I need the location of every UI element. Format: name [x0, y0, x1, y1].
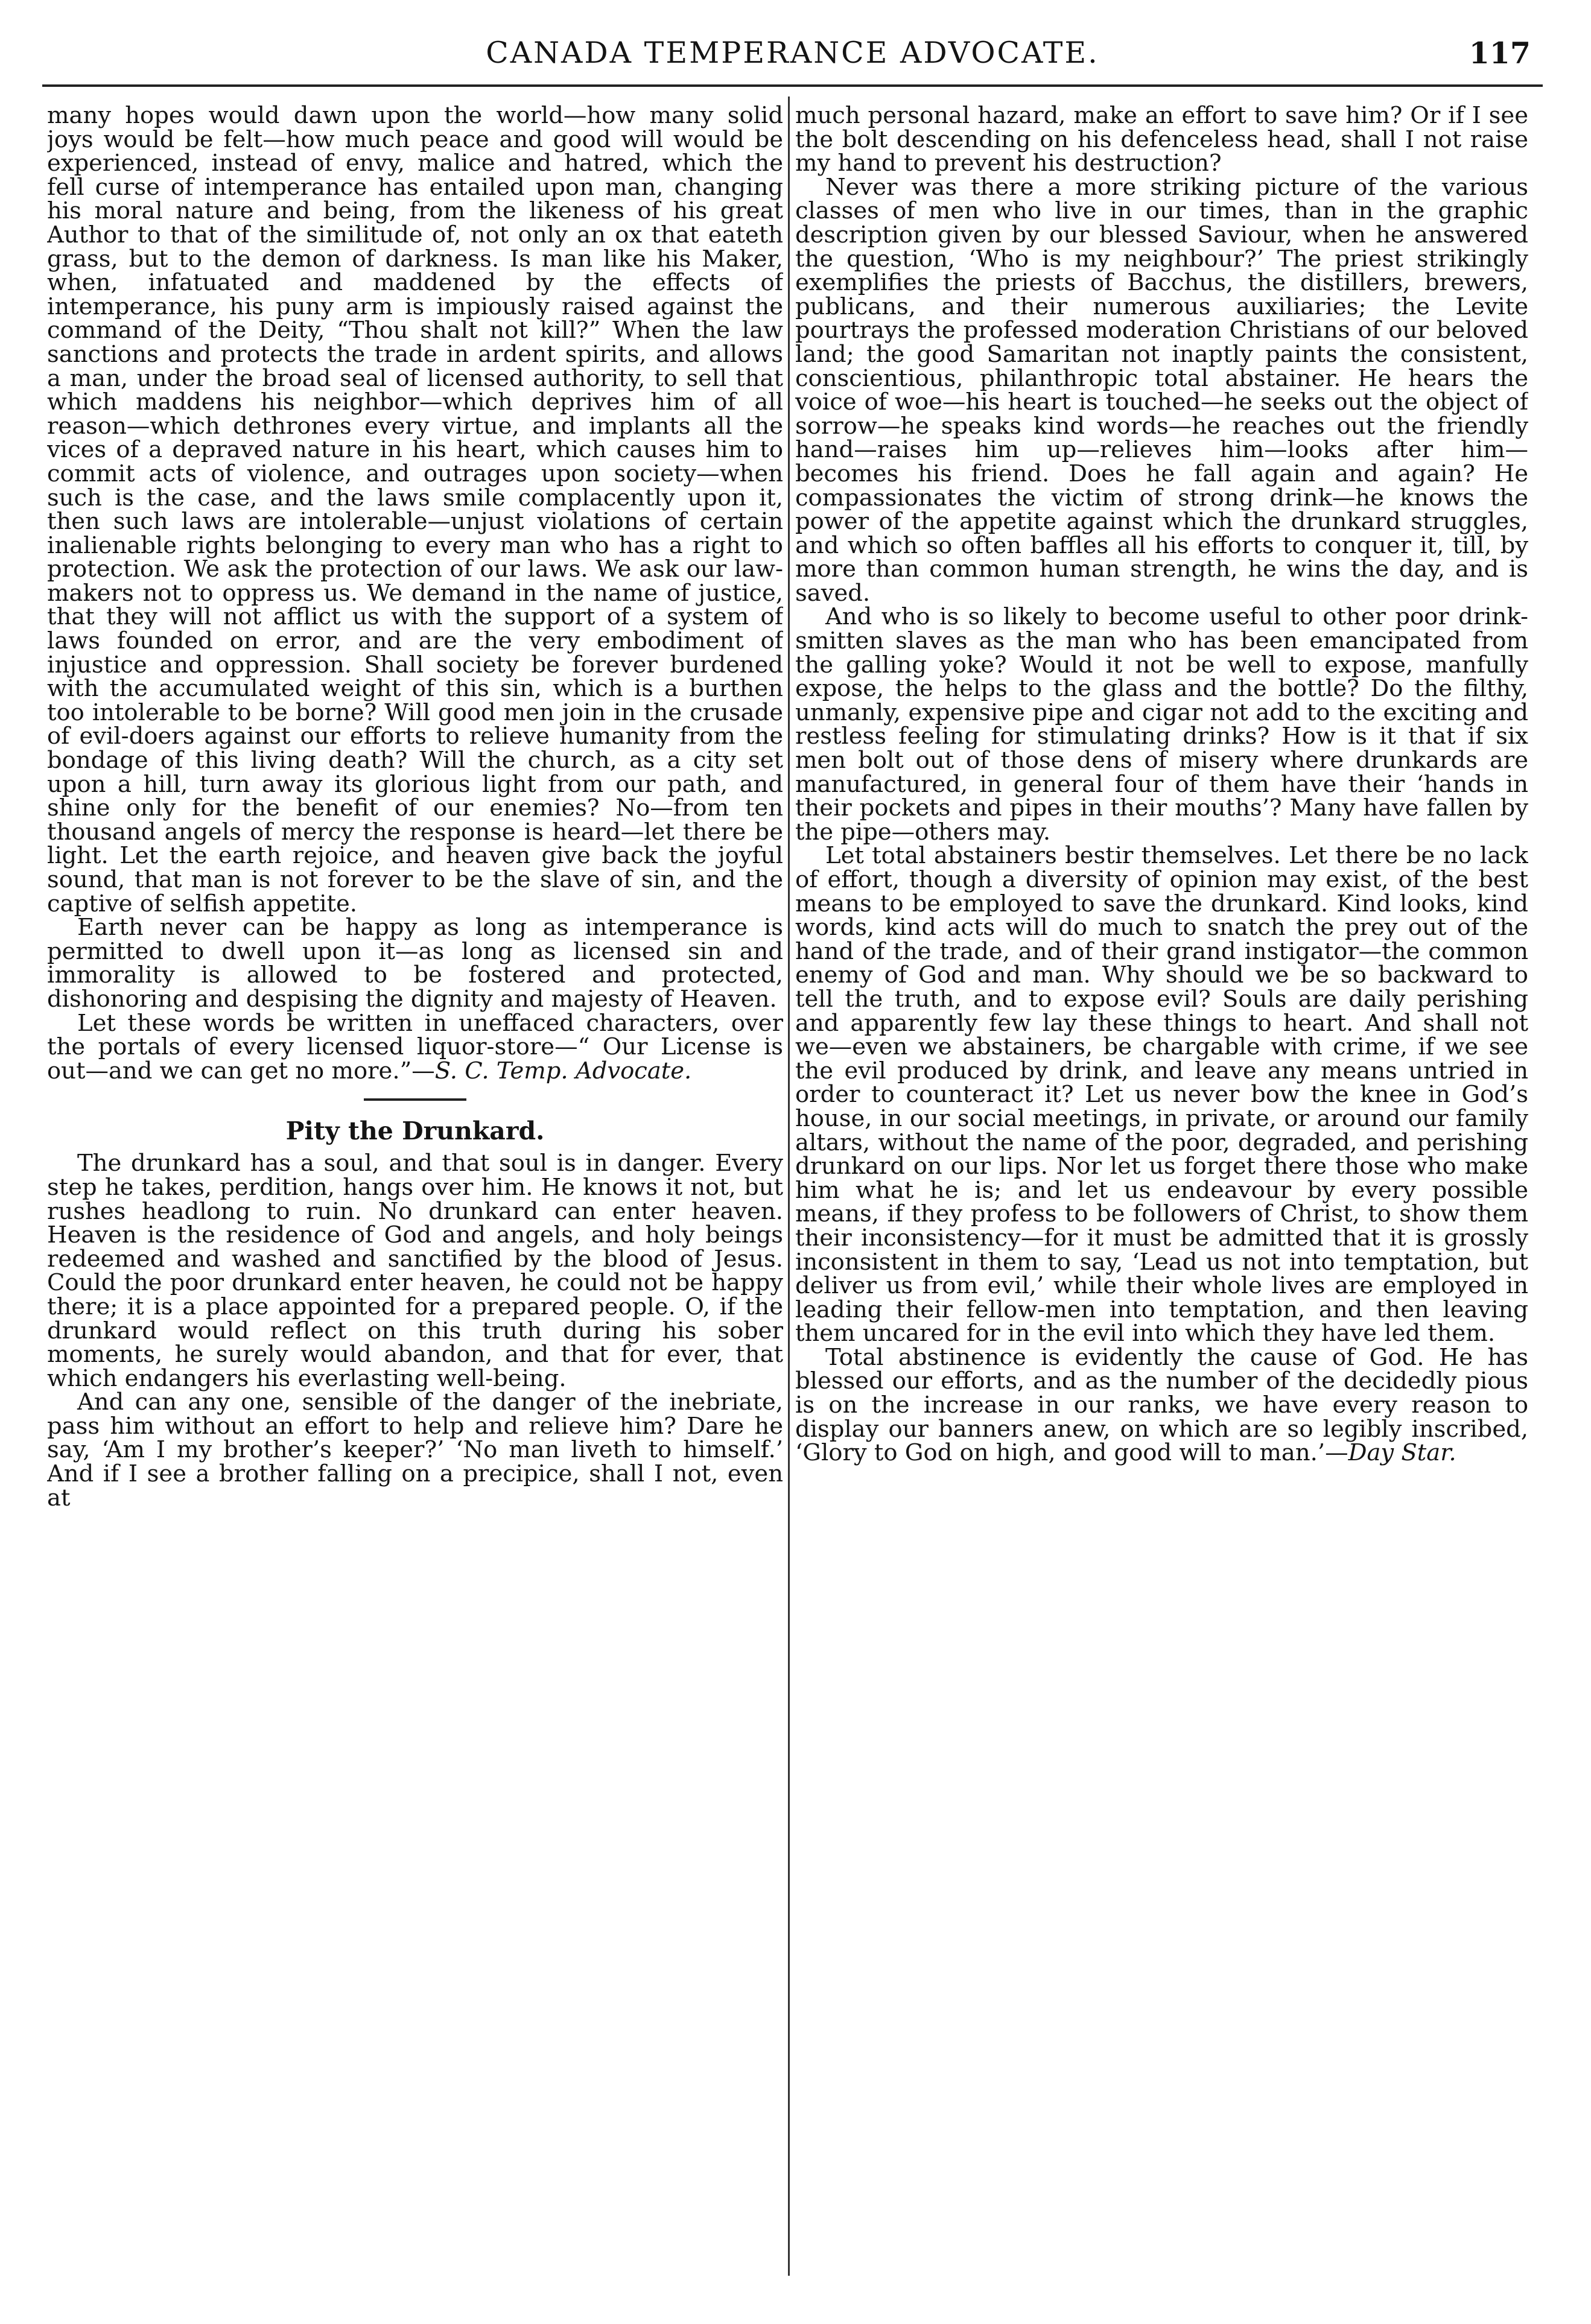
page-number: 117: [1469, 36, 1531, 71]
page-header: [42, 29, 1543, 87]
paragraph-text: Let these words be written in uneffaced characters, over the portals of every licensed liquor-store—“ Our License is out—and we can get no more.”—: [47, 1009, 783, 1084]
article-signature: Day Star.: [1348, 1439, 1456, 1467]
left-column: [47, 104, 783, 2288]
header-rule: [42, 84, 1543, 87]
article-paragraph: Never was there a more striking picture of the various classes of men who live in our times, than in the graphic description given by our blessed Saviour, when he answered the question, ‘Who is my neighbour?’ The priest strikingly exemplifies the priests of Bacchus, the distillers, brewers, publicans, and their numerous auxiliaries; the Levite pourtrays the professed moderation Christians of our beloved land; the good Samaritan not inaptly paints the consistent, conscientious, philanthropic total abstainer. He hears the voice of woe—his heart is touched—he seeks out the object of sorrow—he speaks kind words—he reaches out the friendly hand—raises him up—relieves him—looks after him—becomes his friend. Does he fall again and again? He compassionates the victim of strong drink—he knows the power of the appetite against which the drunkard struggles, and which so often baffles all his efforts to conquer it, till, by more than common human strength, he wins the day, and is saved.: [795, 173, 1528, 607]
article-paragraph: And who is so likely to become useful to other poor drink-smitten slaves as the man who has been emancipated from the galling yoke? Would it not be well to expose, manfully expose, the helps to the glass and the bottle? Do the filthy, unmanly, expensive pipe and cigar not add to the exciting and restless feeling for stimulating drinks? How is it that if six men bolt out of those dens of misery where drunkards are manufactured, in general four of them have their ‘hands in their pockets and pipes in their mouths’? Many have fallen by the pipe—others may.: [795, 603, 1528, 846]
article-paragraph: Let total abstainers bestir themselves. Let there be no lack of effort, though a diversity of opinion may exist, of the best means to be employed to save the drunkard. Kind looks, kind words, kind acts will do much to snatch the prey out of the hand of the trade, and of their grand instigator—the common enemy of God and man. Why should we be so backward to tell the truth, and to expose evil? Souls are daily perishing and apparently few lay these things to heart. And shall not we—even we abstainers, be chargable with crime, if we see the evil produced by drink, and leave any means untried in order to counteract it? Let us never bow the knee in God’s house, in our social meetings, in private, or around our family altars, without the name of the poor, degraded, and perishing drunkard on our lips. Nor let us forget there those who make him what he is; and let us endeavour by every possible means, if they profess to be followers of Christ, to show them their inconsistency—for it must be admitted that it is grossly inconsistent in them to say, ‘Lead us not into temptation, but deliver us from evil,’ while their whole lives are employed in leading their fellow-men into temptation, and then leaving them uncared for in the evil into which they have led them.: [795, 842, 1528, 1347]
running-title: CANADA TEMPERANCE ADVOCATE.: [486, 36, 1099, 70]
article-signature: S. C. Temp. Advocate.: [434, 1057, 692, 1084]
article-paragraph: The drunkard has a soul, and that soul is in danger. Every step he takes, perdition, hangs over him. He knows it not, but rushes headlong to ruin. No drunkard can enter heaven. Heaven is the residence of God and angels, and holy beings redeemed and washed and sanctified by the blood of Jesus. Could the poor drunkard enter heaven, he could not be happy there; it is a place appointed for a prepared people. O, if the drunkard would reflect on this truth during his sober moments, he surely would abandon, and that for ever, that which endangers his everlasting well-being.: [47, 1150, 783, 1392]
article-paragraph: [47, 1009, 783, 1084]
right-column: [795, 104, 1528, 2288]
article-paragraph: Earth never can be happy as long as intemperance is permitted to dwell upon it—as long as licensed sin and immorality is allowed to be fostered and protected, dishonoring and despising the dignity and majesty of Heaven.: [47, 914, 783, 1013]
article-paragraph: many hopes would dawn upon the world—how many solid joys would be felt—how much peace and good will would be experienced, instead of envy, malice and hatred, which the fell curse of intemperance has entailed upon man, changing his moral nature and being, from the likeness of his great Author to that of the similitude of, not only an ox that eateth grass, but to the demon of darkness. Is man like his Maker, when, infatuated and maddened by the effects of intemperance, his puny arm is impiously raised against the command of the Deity, “Thou shalt not kill?” When the law sanctions and protects the trade in ardent spirits, and allows a man, under the broad seal of licensed authority, to sell that which maddens his neighbor—which deprives him of all reason—which dethrones every virtue, and implants all the vices of a depraved nature in his heart, which causes him to commit acts of violence, and outrages upon society—when such is the case, and the laws smile complacently upon it, then such laws are intolerable—unjust violations of certain inalienable rights belonging to every man who has a right to protection. We ask the protection of our laws. We ask our law-makers not to oppress us. We demand in the name of justice, that they will not afflict us with the support of a system of laws founded on error, and are the very embodiment of injustice and oppression. Shall society be forever burdened with the accumulated weight of this sin, which is a burthen too intolerable to be borne? Will good men join in the crusade of evil-doers against our efforts to relieve humanity from the bondage of this living death? Will the church, as a city set upon a hill, turn away its glorious light from our path, and shine only for the benefit of our enemies? No—from ten thousand angels of mercy the response is heard—let there be light. Let the earth rejoice, and heaven give back the joyful sound, that man is not forever to be the slave of sin, and the captive of selfish appetite.: [47, 104, 783, 917]
article-paragraph: much personal hazard, make an effort to save him? Or if I see the bolt descending on his defenceless head, shall I not raise my hand to prevent his destruction?: [795, 104, 1528, 177]
section-heading: Pity the Drunkard.: [285, 1116, 545, 1146]
paragraph-text: Total abstinence is evidently the cause of God. He has blessed our efforts, and as the number of the decidedly pious is on the increase in our ranks, we have every reason to display our banners anew, on which are so legibly inscribed, ‘Glory to God on high, and good will to man.’—: [795, 1343, 1528, 1467]
article-paragraph: [795, 1343, 1528, 1467]
column-divider: [788, 97, 790, 2276]
section-rule: [364, 1098, 466, 1101]
article-paragraph: And can any one, sensible of the danger of the inebriate, pass him without an effort to help and relieve him? Dare he say, ‘Am I my brother’s keeper?’ ‘No man liveth to himself.’ And if I see a brother falling on a precipice, shall I not, even at: [47, 1388, 783, 1512]
